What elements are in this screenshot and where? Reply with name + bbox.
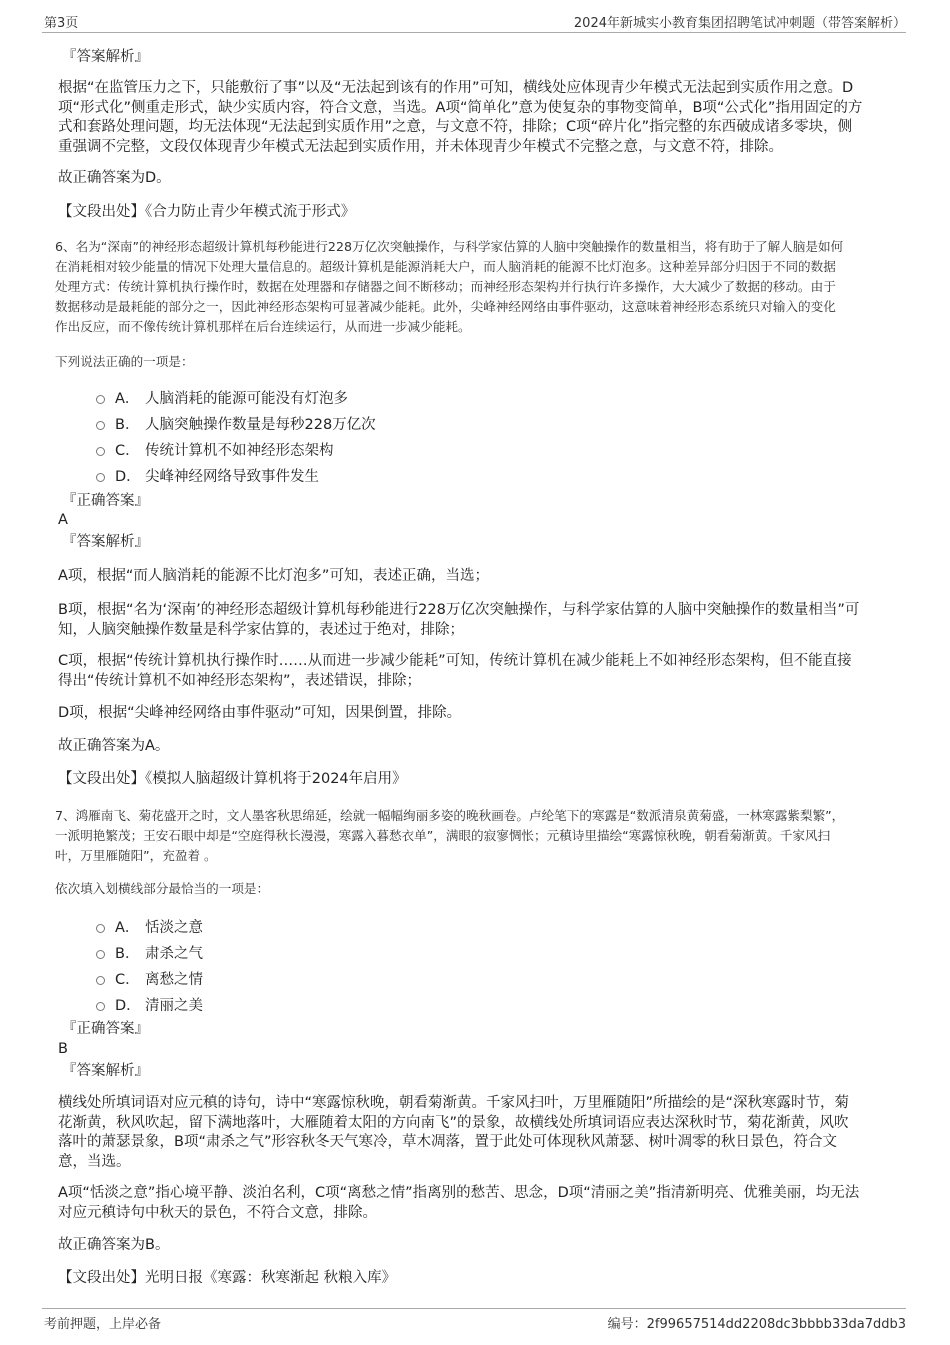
text-line: 下列说法正确的一项是：: [55, 354, 194, 369]
option-text: 传统计算机不如神经形态架构: [145, 442, 334, 459]
text-line: 一派明艳繁茂；王安石眼中却是“空庭得秋长漫漫，寒露入暮愁衣单”，满眼的寂寥惆怅；元稹诗里描绘“寒露惊秋晚，朝看菊渐黄。千家风扫: [55, 828, 831, 843]
section-label: [62, 1062, 898, 1082]
radio-button[interactable]: [96, 447, 105, 456]
text-line: 7、鸿雁南飞、菊花盛开之时，文人墨客秋思绵延，绘就一幅幅绚丽多姿的晚秋画卷。卢纶笔下的寒露是“数派清泉黄菊盛，一林寒露紫梨繁”，: [55, 808, 845, 823]
radio-button[interactable]: [96, 950, 105, 959]
text-line: 叶，万里雁随阳”，充盈着 。: [55, 848, 217, 863]
paragraph: [58, 770, 894, 790]
text-line: 『正确答案』: [62, 1021, 149, 1037]
header-divider: [42, 32, 906, 33]
text-line: 6、名为“深南”的神经形态超级计算机每秒能进行228万亿次突触操作，与科学家估算的人脑中突触操作的数量相当，将有助于了解人脑是如何: [55, 239, 844, 254]
text-line: 得出“传统计算机不如神经形态架构”，表述错误，排除；: [58, 672, 422, 689]
option-text: 清丽之美: [145, 997, 203, 1014]
radio-button[interactable]: [96, 1002, 105, 1011]
option-text: 尖峰神经网络导致事件发生: [145, 468, 319, 485]
answer-option[interactable]: [96, 439, 334, 459]
question-text: [55, 879, 891, 899]
text-line: 知，人脑突触操作数量是科学家估算的，表述过于绝对，排除；: [58, 621, 464, 638]
document-code-label: 编号：: [607, 1317, 647, 1332]
question-text: [55, 352, 891, 372]
option-letter: B．: [115, 945, 140, 962]
page-number: 第3页: [44, 16, 79, 31]
text-line: 意，当选。: [58, 1153, 131, 1170]
text-line: D项，根据“尖峰神经网络由事件驱动”可知，因果倒置，排除。: [58, 705, 462, 721]
option-letter: A．: [115, 919, 140, 936]
text-line: 『答案解析』: [62, 1063, 149, 1079]
text-line: 『正确答案』: [62, 493, 149, 509]
option-text: 人脑突触操作数量是每秒228万亿次: [145, 416, 376, 433]
option-text: 恬淡之意: [145, 919, 203, 936]
text-line: 故正确答案为A。: [58, 738, 170, 754]
option-letter: C．: [115, 442, 140, 459]
section-label: [62, 533, 898, 553]
text-line: 【文段出处】光明日报《寒露：秋寒渐起 秋粮入库》: [58, 1270, 397, 1286]
option-text: 离愁之情: [145, 971, 203, 988]
section-label: [62, 1020, 898, 1040]
section-label: [62, 492, 898, 512]
text-line: 数据移动是最耗能的部分之一，因此神经形态架构可显著减少能耗。此外，尖峰神经网络由事件驱动，这意味着神经形态系统只对输入的变化: [55, 299, 836, 314]
text-line: A项“恬淡之意”指心境平静、淡泊名利，C项“离愁之情”指离别的愁苦、思念，D项“清丽之美”指清新明亮、优雅美丽，均无法: [58, 1185, 860, 1201]
text-line: A: [58, 512, 68, 528]
text-line: 在消耗相对较少能量的情况下处理大量信息的。超级计算机是能源消耗大户，而人脑消耗的能源不比灯泡多。这种差异部分归因于不同的数据: [55, 259, 836, 274]
paragraph: [58, 737, 894, 757]
text-line: B: [58, 1041, 68, 1057]
text-line: 根据“在监管压力之下，只能敷衍了事”以及“无法起到该有的作用”可知，横线处应体现青少年模式无法起到实质作用之意。D: [58, 80, 854, 96]
paragraph: [58, 203, 894, 223]
answer-option[interactable]: [96, 387, 348, 407]
text-line: 落叶的萧瑟景象，B项“肃杀之气”形容秋冬天气寒冷，草木凋落，置于此处可体现秋风萧瑟、树叶凋零的秋日景色，符合文: [58, 1134, 837, 1150]
option-letter: C．: [115, 971, 140, 988]
section-label: [62, 48, 898, 68]
text-line: 作出反应，而不像传统计算机那样在后台连续运行，从而进一步减少能耗。: [55, 319, 471, 334]
option-letter: A．: [115, 390, 140, 407]
question-text: [55, 237, 891, 337]
text-line: 式和套路处理问题，均无法体现“无法起到实质作用”之意，与文意不符，排除；C项“碎片化”指完整的东西破成诸多零块，侧: [58, 119, 853, 135]
paragraph: [58, 1040, 894, 1060]
text-line: 依次填入划横线部分最恰当的一项是：: [55, 881, 270, 896]
paragraph: [58, 704, 894, 724]
document-code: [608, 1313, 906, 1332]
text-line: 项“形式化”侧重走形式，缺少实质内容，符合文意，当选。A项“简单化”意为使复杂的事物变简单，B项“公式化”指用固定的方: [58, 99, 863, 116]
option-text: 肃杀之气: [145, 945, 203, 962]
paragraph: [58, 652, 894, 691]
option-letter: D．: [115, 997, 141, 1014]
text-line: B项，根据“名为‘深南’的神经形态超级计算机每秒能进行228万亿次突触操作，与科学家估算的人脑中突触操作的数量相当”可: [58, 602, 860, 618]
answer-option[interactable]: [96, 413, 376, 433]
text-line: 处理方式：传统计算机执行操作时，数据在处理器和存储器之间不断移动；而神经形态架构并行执行许多操作，大大减少了数据的移动。由于: [55, 279, 836, 294]
paragraph: [58, 1184, 894, 1223]
radio-button[interactable]: [96, 473, 105, 482]
paragraph: [58, 1094, 894, 1172]
text-line: 花渐黄，秋风吹起，留下满地落叶，大雁随着太阳的方向南飞”的景象，故横线处所填词语应表达深秋时节，菊花渐黄，风吹: [58, 1114, 849, 1131]
text-line: 『答案解析』: [62, 534, 149, 550]
radio-button[interactable]: [96, 976, 105, 985]
text-line: C项，根据“传统计算机执行操作时……从而进一步减少能耗”可知，传统计算机在减少能耗上不如神经形态架构，但不能直接: [58, 653, 852, 669]
text-line: 横线处所填词语对应元稹的诗句，诗中“寒露惊秋晚，朝看菊渐黄。千家风扫叶，万里雁随阳”所描绘的是“深秋寒露时节，菊: [58, 1095, 850, 1111]
footer-divider: [42, 1308, 906, 1309]
paragraph: [58, 601, 894, 640]
paragraph: [58, 567, 894, 587]
paragraph: [58, 1236, 894, 1256]
option-letter: B．: [115, 416, 140, 433]
answer-option[interactable]: [96, 465, 319, 485]
paragraph: [58, 79, 894, 157]
document-code-value: 2f99657514dd2208dc3bbbb33da7ddb3: [646, 1317, 906, 1332]
text-line: A项，根据“而人脑消耗的能源不比灯泡多”可知，表述正确，当选；: [58, 568, 489, 584]
text-line: 『答案解析』: [62, 49, 149, 65]
paragraph: [58, 1269, 894, 1289]
question-text: [55, 806, 891, 866]
text-line: 【文段出处】《模拟人脑超级计算机将于2024年启用》: [58, 771, 407, 787]
text-line: 故正确答案为B。: [58, 1237, 170, 1253]
text-line: 故正确答案为D。: [58, 170, 171, 186]
answer-option[interactable]: [96, 942, 203, 962]
option-letter: D．: [115, 468, 141, 485]
paragraph: [58, 169, 894, 189]
text-line: 对应元稹诗句中秋天的景色，不符合文意，排除。: [58, 1204, 377, 1221]
answer-option[interactable]: [96, 994, 203, 1014]
text-line: 重强调不完整，文段仅体现青少年模式无法起到实质作用，并未体现青少年模式不完整之意，与文意不符，排除。: [58, 138, 783, 155]
paragraph: [58, 511, 894, 531]
footer-slogan: 考前押题，上岸必备: [44, 1317, 162, 1332]
text-line: 【文段出处】《合力防止青少年模式流于形式》: [58, 204, 356, 220]
answer-option[interactable]: [96, 968, 203, 988]
option-text: 人脑消耗的能源可能没有灯泡多: [145, 390, 348, 407]
document-title: 2024年新城实小教育集团招聘笔试冲刺题（带答案解析）: [573, 16, 906, 31]
answer-option[interactable]: [96, 916, 203, 936]
radio-button[interactable]: [96, 924, 105, 933]
radio-button[interactable]: [96, 421, 105, 430]
radio-button[interactable]: [96, 395, 105, 404]
